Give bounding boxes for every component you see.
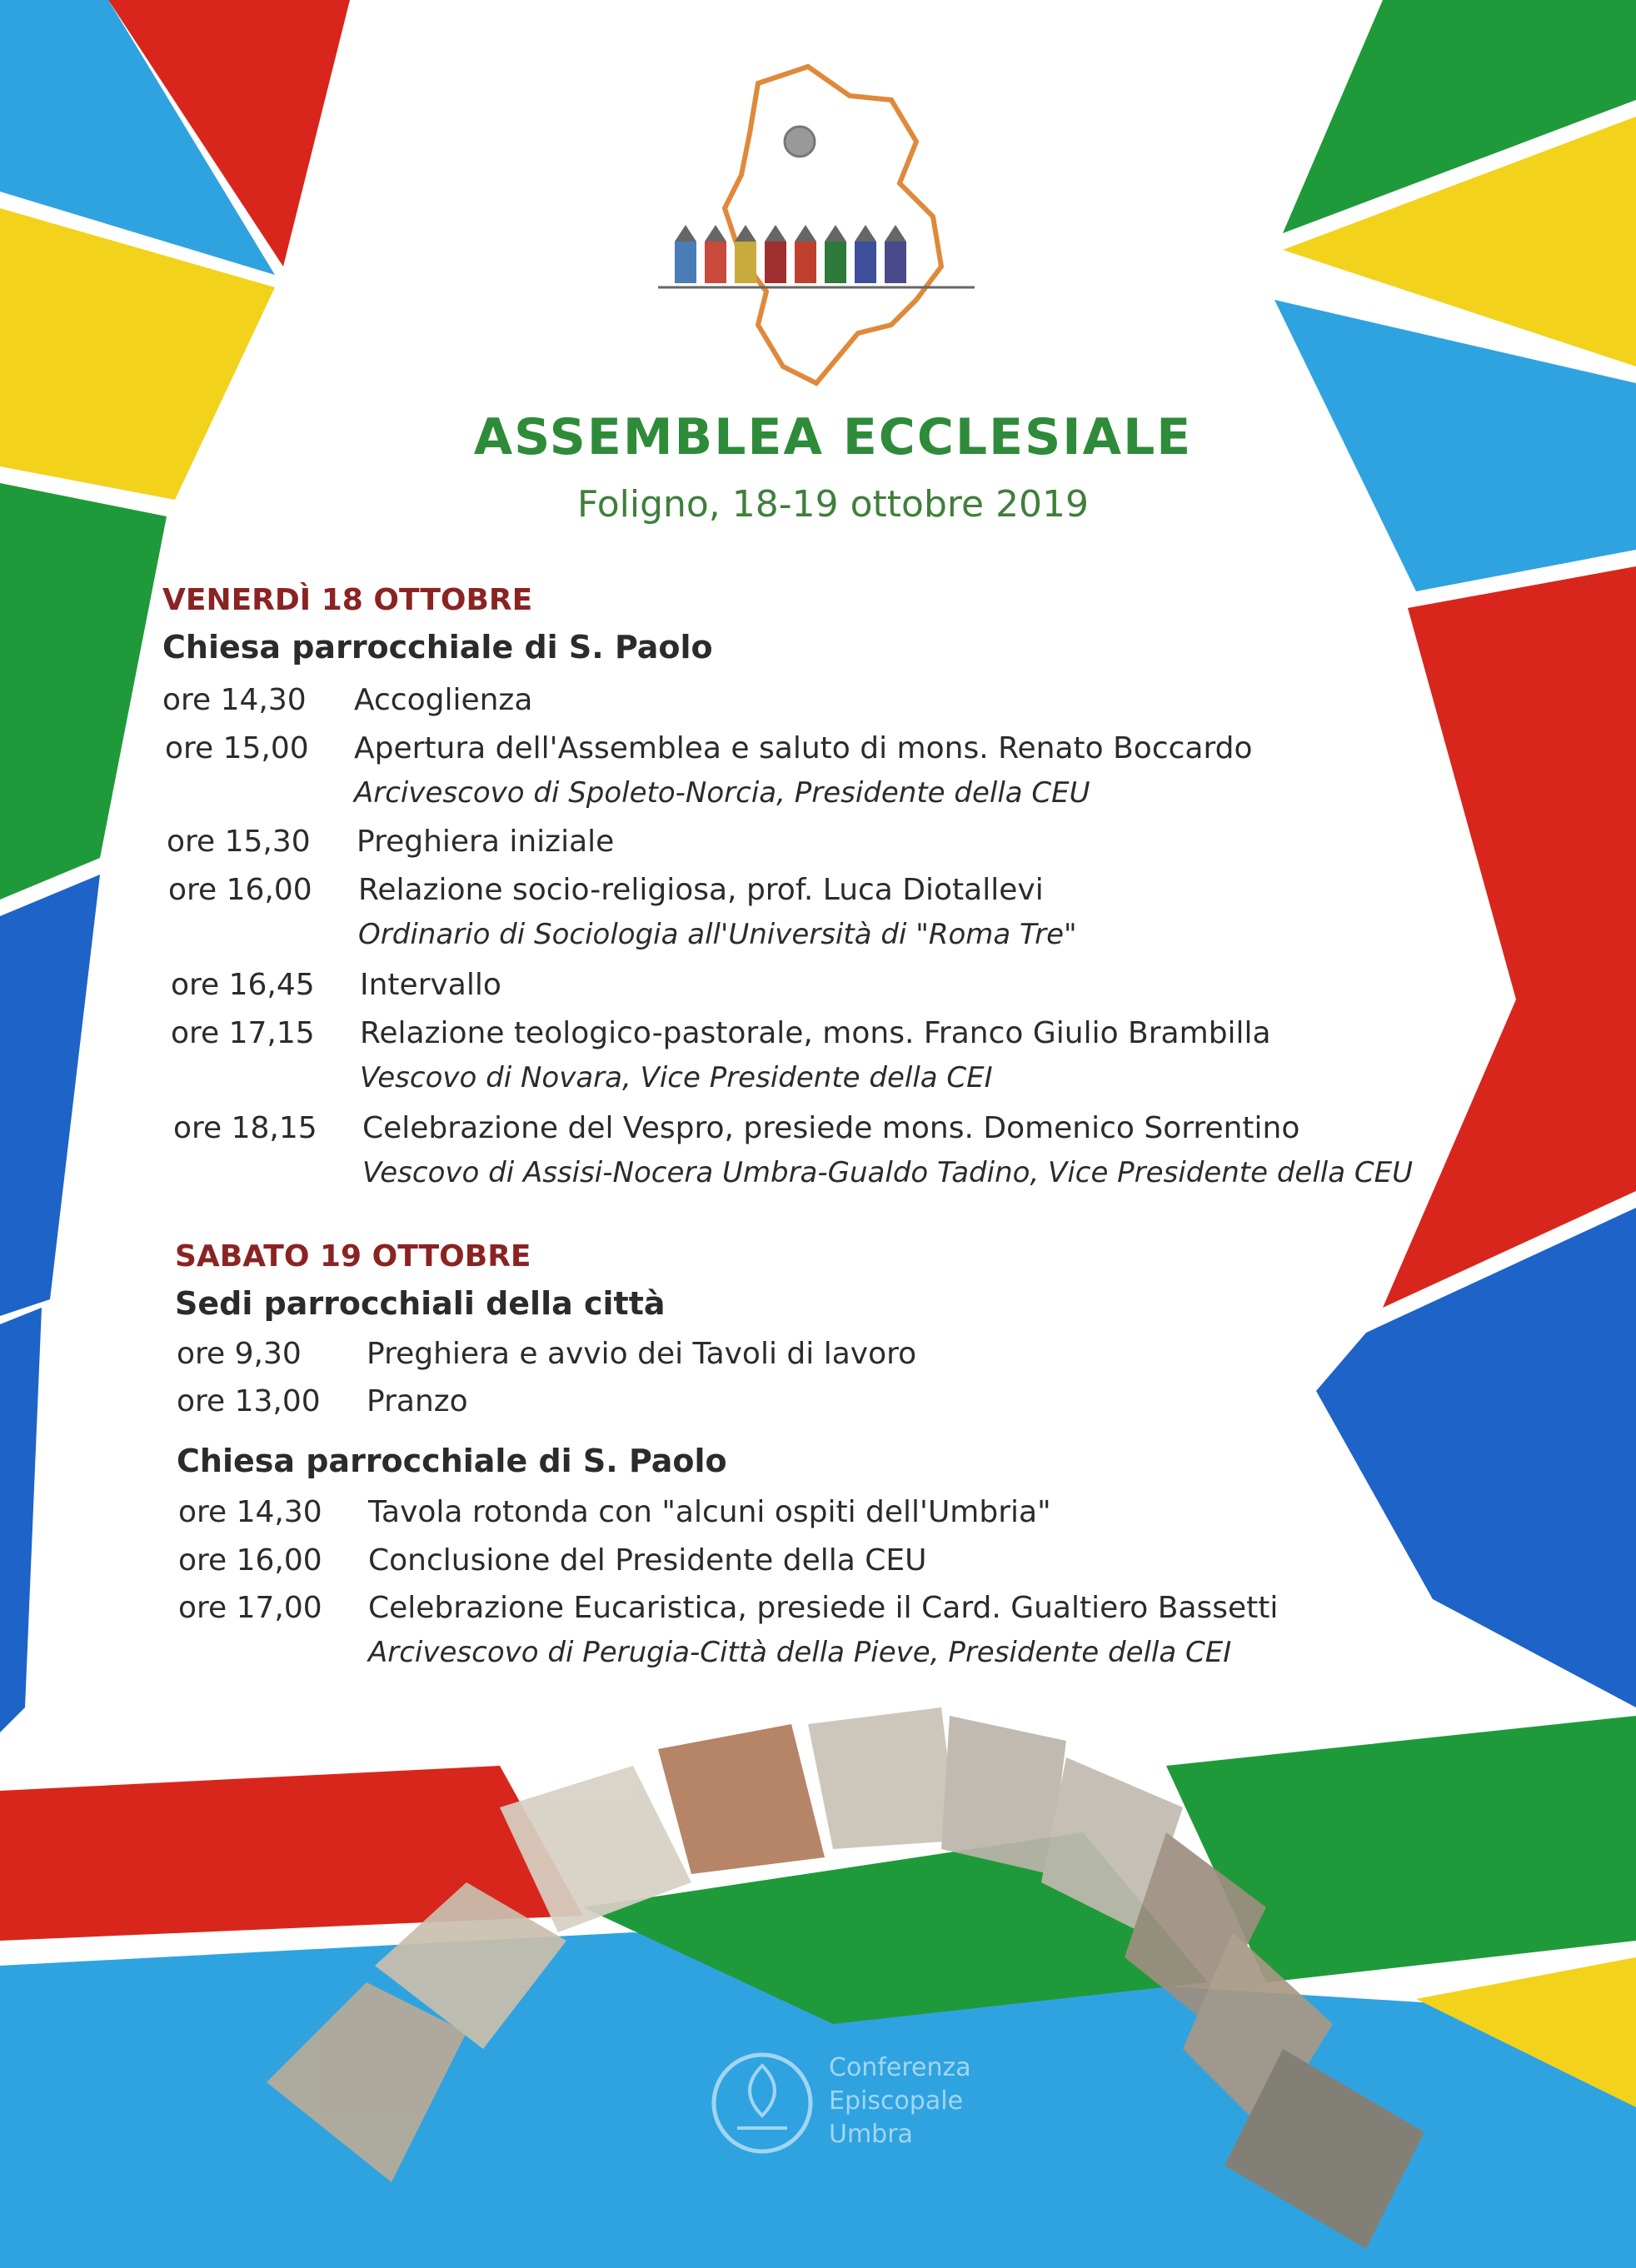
day2-venue-2: Chiesa parrocchiale di S. Paolo <box>177 1443 727 1479</box>
schedule-description: Pranzo <box>367 1384 468 1418</box>
schedule-time: ore 17,00 <box>178 1591 322 1625</box>
schedule-description: Relazione teologico-pastorale, mons. Franco Giulio Brambilla <box>360 1016 1271 1050</box>
schedule-time: ore 13,00 <box>177 1384 321 1418</box>
schedule-time: ore 16,00 <box>178 1543 322 1578</box>
schedule-time: ore 17,15 <box>171 1016 315 1050</box>
schedule-description: Preghiera e avvio dei Tavoli di lavoro <box>367 1337 917 1371</box>
day1-date: VENERDÌ 18 OTTOBRE <box>162 583 533 617</box>
footer-org-line: Episcopale <box>829 2086 964 2116</box>
umbria-region-churches-logo <box>641 50 1008 416</box>
schedule-speaker-role: Ordinario di Sociologia all'Università di "Roma Tre" <box>358 918 1077 951</box>
schedule-time: ore 16,45 <box>171 968 315 1002</box>
schedule-description: Celebrazione Eucaristica, presiede il Card. Gualtiero Bassetti <box>368 1591 1279 1625</box>
footer-org-line: Umbra <box>829 2120 913 2149</box>
schedule-time: ore 15,00 <box>165 731 309 765</box>
schedule-speaker-role: Vescovo di Assisi-Nocera Umbra-Gualdo Tadino, Vice Presidente della CEU <box>362 1156 1413 1189</box>
schedule-time: ore 16,00 <box>168 873 312 907</box>
schedule-speaker-role: Arcivescovo di Spoleto-Norcia, Presidente della CEU <box>354 776 1090 810</box>
schedule-time: ore 14,30 <box>162 683 307 717</box>
schedule-description: Celebrazione del Vespro, presiede mons. Domenico Sorrentino <box>362 1111 1300 1145</box>
page-title: ASSEMBLEA ECCLESIALE <box>473 408 1193 466</box>
schedule-speaker-role: Vescovo di Novara, Vice Presidente della CEI <box>360 1061 993 1094</box>
schedule-time: ore 9,30 <box>177 1337 302 1371</box>
schedule-time: ore 15,30 <box>167 825 311 859</box>
schedule-description: Preghiera iniziale <box>357 825 615 859</box>
schedule-description: Relazione socio-religiosa, prof. Luca Diotallevi <box>358 873 1044 907</box>
day2-date: SABATO 19 OTTOBRE <box>175 1239 531 1274</box>
schedule-time: ore 18,15 <box>173 1111 317 1145</box>
ceu-emblem-icon <box>708 2049 816 2157</box>
schedule-description: Conclusione del Presidente della CEU <box>368 1543 927 1578</box>
event-subtitle: Foligno, 18-19 ottobre 2019 <box>576 483 1090 526</box>
footer-organization <box>708 2049 1008 2166</box>
schedule-description: Intervallo <box>360 968 501 1002</box>
footer-org-line: Conferenza <box>829 2053 971 2082</box>
schedule-description: Accoglienza <box>354 683 533 717</box>
day2-venue-1: Sedi parrocchiali della città <box>175 1285 666 1322</box>
day1-venue: Chiesa parrocchiale di S. Paolo <box>162 629 713 665</box>
schedule-description: Tavola rotonda con "alcuni ospiti dell'Umbria" <box>368 1495 1051 1529</box>
schedule-speaker-role: Arcivescovo di Perugia-Città della Pieve, Presidente della CEI <box>368 1636 1232 1669</box>
schedule-description: Apertura dell'Assemblea e saluto di mons. Renato Boccardo <box>354 731 1253 765</box>
schedule-time: ore 14,30 <box>178 1495 322 1529</box>
